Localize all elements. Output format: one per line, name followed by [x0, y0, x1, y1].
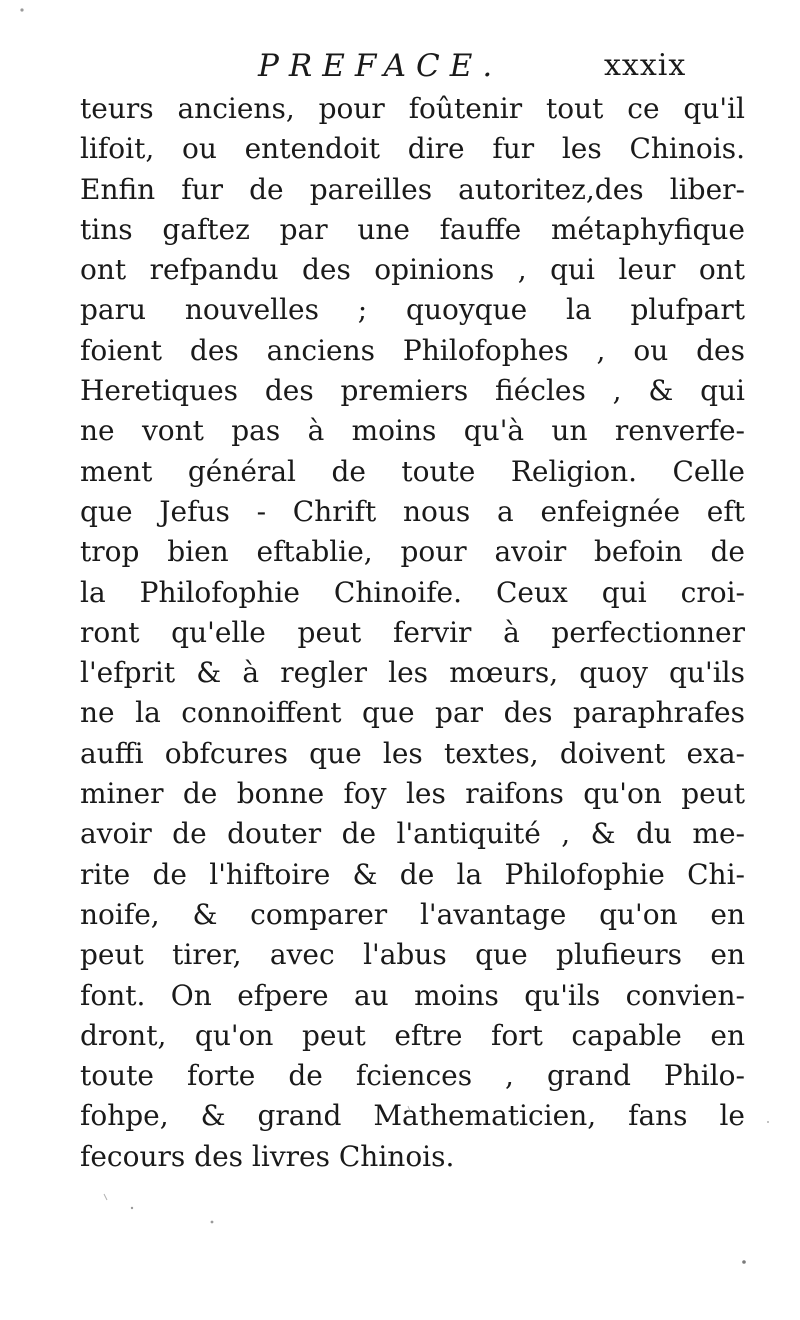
page-number: xxxix — [604, 48, 687, 83]
text-line: que Jefus - Chrift nous a enfeignée eft — [80, 494, 745, 528]
text-line: font. On efpere au moins qu'ils convien- — [80, 978, 745, 1012]
text-line: l'efprit & à regler les mœurs, quoy qu'ils — [80, 656, 745, 690]
text-line: tins gaftez par une fauffe métaphyfique — [80, 212, 745, 246]
text-line: avoir de douter de l'antiquité , & du me- — [80, 817, 745, 851]
text-line: lifoit, ou entendoit dire fur les Chinois. — [80, 132, 745, 166]
text-line: fecours des livres Chinois. — [80, 1139, 455, 1173]
text-line: fohpe, & grand Mathematicien, fans le — [80, 1099, 745, 1133]
text-line: ne vont pas à moins qu'à un renverfe- — [80, 414, 745, 448]
ink-speck — [767, 1121, 769, 1123]
text-line: ont refpandu des opinions , qui leur ont — [80, 253, 745, 287]
text-line: Heretiques des premiers fiécles , & qui — [80, 374, 745, 408]
text-line: la Philofophie Chinoife. Ceux qui croi- — [80, 575, 745, 609]
text-line: trop bien eftablie, pour avoir befoin de — [80, 535, 745, 569]
ink-speck — [211, 1221, 214, 1224]
text-line: teurs anciens, pour foûtenir tout ce qu'il — [80, 92, 745, 125]
page-header — [0, 46, 800, 86]
ink-speck — [104, 1194, 107, 1200]
ink-speck — [20, 8, 23, 11]
text-line: auffi obfcures que les textes, doivent exa- — [80, 736, 745, 770]
ink-speck — [742, 1260, 746, 1264]
text-line: Enfin fur de pareilles autoritez,des liber- — [80, 172, 745, 206]
text-line: rite de l'hiftoire & de la Philofophie Chi- — [80, 857, 745, 891]
text-line: noife, & comparer l'avantage qu'on en — [80, 897, 745, 931]
text-line: ment général de toute Religion. Celle — [80, 454, 745, 488]
running-head: PREFACE. — [258, 48, 503, 84]
text-line: dront, qu'on peut eftre fort capable en — [80, 1018, 745, 1052]
text-line: miner de bonne foy les raifons qu'on peut — [80, 777, 745, 811]
text-line: ront qu'elle peut fervir à perfectionner — [80, 615, 745, 649]
text-line: foient des anciens Philofophes , ou des — [80, 333, 745, 367]
text-line: paru nouvelles ; quoyque la plufpart — [80, 293, 745, 327]
text-line: peut tirer, avec l'abus que plufieurs en — [80, 938, 745, 972]
text-line: ne la connoiffent que par des paraphrafes — [80, 696, 745, 730]
ink-speck — [131, 1207, 133, 1209]
body-text — [80, 89, 745, 1177]
text-line: toute forte de fciences , grand Philo- — [80, 1059, 745, 1093]
